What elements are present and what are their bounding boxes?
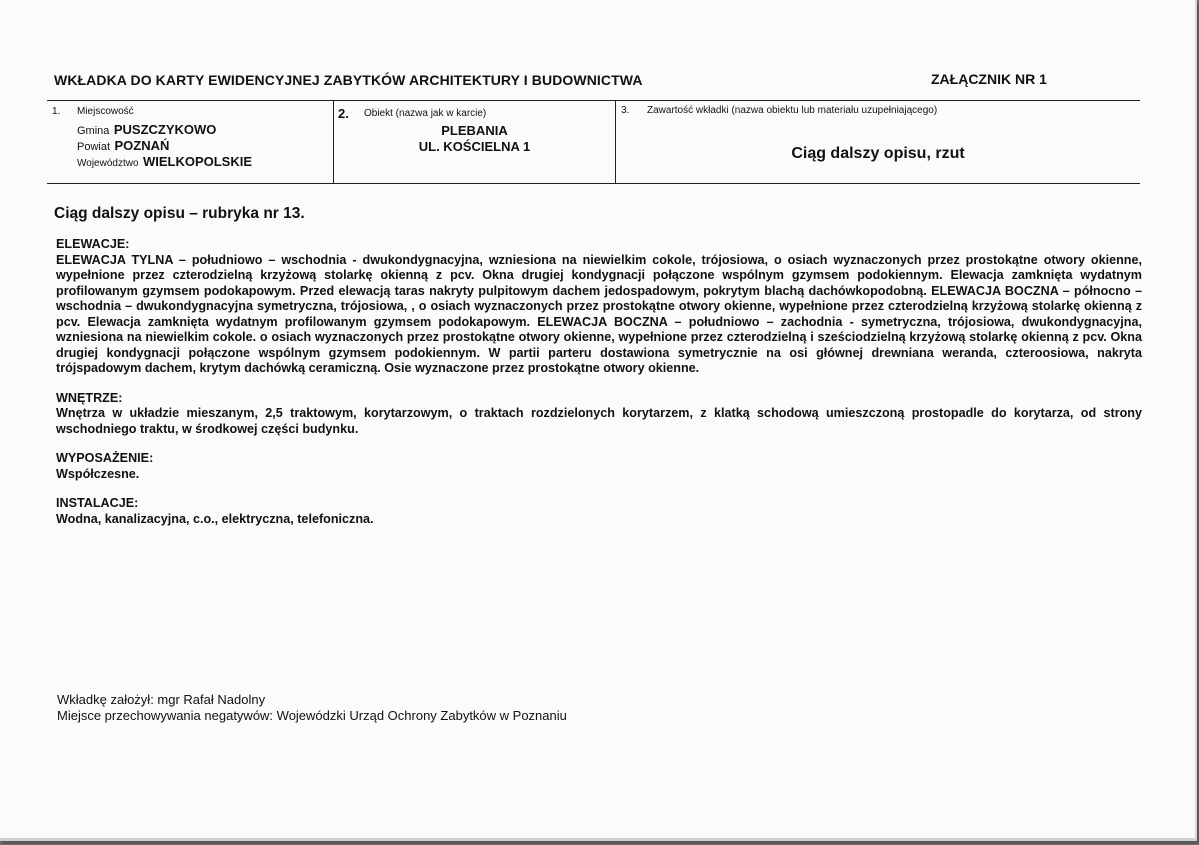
wnetrze-text: Wnętrza w układzie mieszanym, 2,5 traktowym, korytarzowym, o traktach rozdzielonych korytarzem, z klatką schodową umieszczoną prostopadle do korytarza, od strony wschodniego traktu, w środkowej części budynku. bbox=[56, 406, 1142, 436]
document-title: WKŁADKA DO KARTY EWIDENCYJNEJ ZABYTKÓW ARCHITEKTURY I BUDOWNICTWA bbox=[54, 72, 643, 88]
annex-number: ZAŁĄCZNIK NR 1 bbox=[931, 71, 1047, 87]
wojewodztwo-row bbox=[77, 153, 252, 171]
location-cell bbox=[47, 101, 334, 183]
wnetrze-section bbox=[56, 391, 1142, 438]
instalacje-text: Wodna, kanalizacyjna, c.o., elektryczna, telefoniczna. bbox=[56, 511, 374, 526]
object-heading: Obiekt (nazwa jak w karcie) bbox=[364, 108, 487, 119]
section-title: Ciąg dalszy opisu – rubryka nr 13. bbox=[54, 205, 305, 222]
footer bbox=[57, 692, 567, 724]
object-address: UL. KOŚCIELNA 1 bbox=[418, 139, 531, 154]
powiat-value: POZNAŃ bbox=[114, 138, 170, 153]
object-cell bbox=[334, 101, 616, 183]
wyposazenie-heading: WYPOSAŻENIE: bbox=[56, 451, 154, 465]
wnetrze-heading: WNĘTRZE: bbox=[56, 390, 123, 405]
wyposazenie-section bbox=[56, 451, 1142, 482]
wyposazenie-text: Współczesne. bbox=[56, 466, 140, 481]
wojewodztwo-value: WIELKOPOLSKIE bbox=[142, 154, 253, 169]
elewacje-section bbox=[56, 237, 1142, 377]
description-body bbox=[56, 237, 1142, 538]
gmina-value: PUSZCZYKOWO bbox=[113, 122, 217, 137]
elewacje-text: ELEWACJA TYLNA – południowo – wschodnia - dwukondygnacyjna, wzniesiona na niewielkim cokole, trójosiowa, o osiach wyznaczonych przez prostokątne otwory okienne, wypełnione przez czterodzielną krzyżową stolarkę okienną z pcv. Okna drugiej kondygnacji połączone wspólnym gzymsem podokiennym. Elewacja zamknięta wydatnym profilowanym gzymsem podokapowym. Przed elewacją taras nakryty pulpitowym dachem jedospadowym, pokrytym blachą dachówkopodobną. ELEWACJA BOCZNA – północno – wschodnia – dwukondygnacyjna symetryczna, trójosiowa, , o osiach wyznaczonych przez prostokątne otwory okienne, wypełnione przez czterodzielną krzyżową stolarkę okienną z pcv. Elewacja zamknięta wydatnym profilowanym gzymsem podokapowym. ELEWACJA BOCZNA – południowo – zachodnia - symetryczna, trójosiowa, dwukondygnacyjna, wzniesiona na niewielkim cokole. o osiach wyznaczonych przez prostokątne otwory okienne, wypełnione przez czterodzielną i sześciodzielną krzyżową stolarkę okienną z pcv. Okna drugiej kondygnacji połączone wspólnym gzymsem podokiennym. W partii parteru dostawiona symetrycznie na osi głównej drewniana weranda, czteroosiowa, nakryta trójspadowym dachem, krytym dachówką ceramiczną. Osie wyznaczone przez prostokątne otwory okienne. bbox=[56, 252, 1142, 375]
author-line: Wkładkę założył: mgr Rafał Nadolny bbox=[57, 692, 266, 707]
instalacje-section bbox=[56, 496, 1142, 527]
storage-line: Miejsce przechowywania negatywów: Wojewódzki Urząd Ochrony Zabytków w Poznaniu bbox=[57, 708, 567, 723]
metadata-table bbox=[47, 100, 1140, 184]
object-name: PLEBANIA bbox=[441, 123, 508, 138]
contents-value: Ciąg dalszy opisu, rzut bbox=[791, 145, 965, 162]
instalacje-heading: INSTALACJE: bbox=[56, 496, 139, 510]
contents-heading: Zawartość wkładki (nazwa obiektu lub materiału uzupełniającego) bbox=[647, 105, 938, 116]
contents-cell bbox=[616, 101, 1140, 183]
wojewodztwo-label: Województwo bbox=[77, 158, 139, 169]
location-heading: Miejscowość bbox=[77, 106, 134, 117]
cell-number: 3. bbox=[621, 105, 630, 116]
powiat-label: Powiat bbox=[77, 141, 111, 153]
cell-number: 2. bbox=[338, 106, 349, 121]
gmina-label: Gmina bbox=[77, 125, 110, 137]
cell-number: 1. bbox=[52, 106, 61, 117]
elewacje-heading: ELEWACJE: bbox=[56, 237, 130, 251]
